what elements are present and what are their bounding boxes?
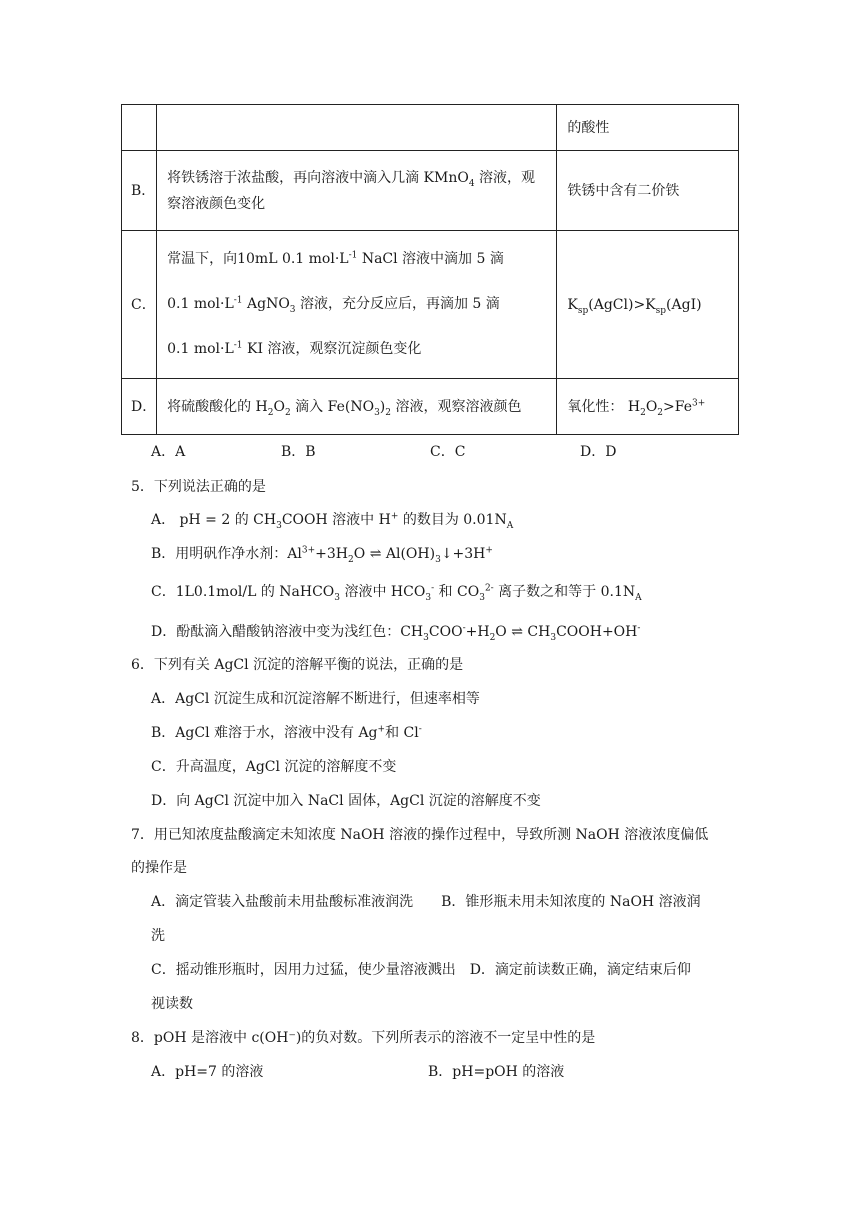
row-conclusion: 的酸性 [557, 105, 739, 151]
q7-stem-cont: 的操作是 [131, 860, 187, 876]
q5-option-d: D．酚酞滴入醋酸钠溶液中变为浅红色：$CH_3COO^-+H_2O$ ⇌ $CH_3COOH+OH^-$ [151, 623, 641, 643]
q7-options-cd: C．摇动锥形瓶时，因用力过猛，使少量溶液溅出 D．滴定前读数正确，滴定结束后仰 [151, 962, 691, 978]
q8-stem: 8．pOH 是溶液中 c(OH⁻)的负对数。下列所表示的溶液不一定呈中性的是 [131, 1030, 596, 1046]
row-description: 将硫酸酸化的 $H_2O_2$ 滴入 $Fe(NO_3)_2$ 溶液，观察溶液颜色 [157, 379, 557, 435]
q6-option-a: A．AgCl 沉淀生成和沉淀溶解不断进行，但速率相等 [151, 691, 480, 707]
row-conclusion: $K_{sp}(AgCl)>K_{sp}(AgI)$ [557, 231, 739, 379]
row-conclusion: 铁锈中含有二价铁 [557, 151, 739, 231]
q6-option-b: B．AgCl 难溶于水，溶液中没有 Ag+和 Cl- [151, 724, 422, 741]
q6-stem: 6．下列有关 AgCl 沉淀的溶解平衡的说法，正确的是 [131, 657, 464, 673]
q6-option-c: C．升高温度，AgCl 沉淀的溶解度不变 [151, 759, 397, 775]
table-row [122, 105, 739, 151]
experiment-table [121, 104, 739, 435]
q5-option-c: C．1L0.1mol/L 的 NaHCO$_3$ 溶液中 $HCO_3^-$ 和 $CO_3^{2-}$ 离子数之和等于 $0.1N_A$ [151, 583, 642, 603]
q6-option-d: D．向 AgCl 沉淀中加入 NaCl 固体，AgCl 沉淀的溶解度不变 [151, 793, 541, 809]
table-row [122, 379, 739, 435]
row-label [122, 105, 157, 151]
q8-option-b: B．pH=pOH 的溶液 [428, 1064, 565, 1080]
row-label: D． [122, 379, 157, 435]
row-conclusion: 氧化性： $H_2O_2>Fe^{3+}$ [557, 379, 739, 435]
q8-option-a: A．pH=7 的溶液 [151, 1064, 264, 1080]
row-description [157, 105, 557, 151]
q7-options-ab-cont: 洗 [151, 928, 165, 944]
q4-option-c: C．C [430, 444, 466, 460]
q5-stem: 5．下列说法正确的是 [131, 479, 266, 495]
table-row [122, 151, 739, 231]
q5-option-b: B．用明矾作净水剂：$Al^{3+}+3H_2O$ ⇌ $Al(OH)_3↓+3H^+$ [151, 545, 493, 565]
row-label: C． [122, 231, 157, 379]
q7-options-cd-cont: 视读数 [151, 996, 193, 1012]
table-row [122, 231, 739, 379]
q7-options-ab: A．滴定管装入盐酸前未用盐酸标准液润洗 B．锥形瓶未用未知浓度的 NaOH 溶液润 [151, 894, 701, 910]
row-description: 将铁锈溶于浓盐酸，再向溶液中滴入几滴 KMnO$_4$ 溶液，观 察溶液颜色变化 [157, 151, 557, 231]
q4-option-d: D．D [580, 444, 617, 460]
q7-stem: 7．用已知浓度盐酸滴定未知浓度 NaOH 溶液的操作过程中，导致所测 NaOH 溶液浓度偏低 [131, 827, 709, 843]
row-label: B． [122, 151, 157, 231]
q4-option-a: A．A [151, 444, 186, 460]
row-description: 常温下，向10mL 0.1 $mol\cdot L^{-1}$ NaCl 溶液中滴加 5 滴 0.1 $mol\cdot L^{-1}$ AgNO$_3$ 溶液，充分反应后，再滴加 5 滴 0.1 $mol\cdot L^{-1}$ KI 溶液，观察沉淀颜色变化 [157, 231, 557, 379]
q4-option-b: B．B [281, 444, 316, 460]
q5-option-a: A． pH = 2 的 $CH_3COOH$ 溶液中 H+ 的数目为 $0.01N_A$ [151, 511, 514, 531]
